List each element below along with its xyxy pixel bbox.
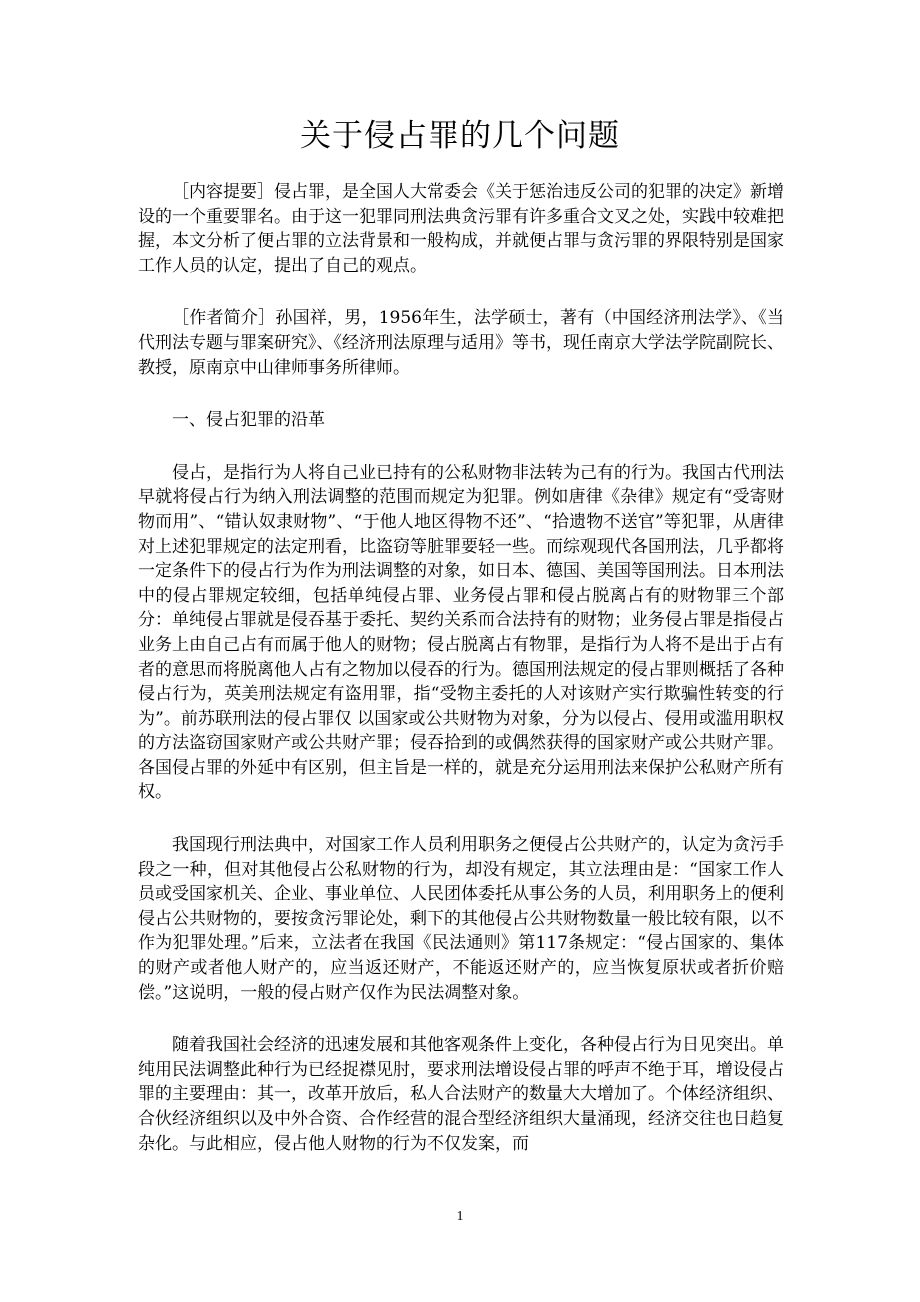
body-paragraph: 侵占，是指行为人将自己业已持有的公私财物非法转为己有的行为。我国古代刑法早就将侵占行为纳入刑法调整的范围而规定为犯罪。例如唐律《杂律》规定有“受寄财物而用”、“错认奴隶财物”、“于他人地区得物不还”、“拾遗物不送官”等犯罪，从唐律对上述犯罪规定的法定刑看，比盗窃等脏罪要轻一些。而综观现代各国刑法，几乎都将一定条件下的侵占行为作为刑法调整的对象，如日本、德国、美国等国刑法。日本刑法中的侵占罪规定较细，包括单纯侵占罪、业务侵占罪和侵占脱离占有的财物罪三个部分：单纯侵占罪就是侵吞基于委托、契约关系而合法持有的财物；业务侵占罪是指侵占业务上由自己占有而属于他人的财物；侵占脱离占有物罪，是指行为人将不是出于占有者的意思而将脱离他人占有之物加以侵吞的行为。德国刑法规定的侵占罪则概括了各种侵占行为，英美刑法规定有盗用罪，指“受物主委托的人对该财产实行欺骗性转变的行为”。前苏联刑法的侵占罪仅 以国家或公共财物为对象，分为以侵占、侵用或滥用职权的方法盗窃国家财产或公共财产罪；侵吞拾到的或偶然获得的国家财产或公共财产罪。各国侵占罪的外延中有区别，但主旨是一样的，就是充分运用刑法来保护公私财产所有权。 [138,462,784,803]
page-number: 1 [456,1209,464,1224]
abstract-paragraph: ［内容提要］侵占罪，是全国人大常委会《关于惩治违反公司的犯罪的决定》新增设的一个重要罪名。由于这一犯罪同刑法典贪污罪有许多重合文叉之处，实践中较难把握，本文分析了便占罪的立法背景和一般构成，并就便占罪与贪污罪的界限特别是国家工作人员的认定，提出了自己的观点。 [138,182,784,276]
body-paragraph: 我国现行刑法典中，对国家工作人员利用职务之便侵占公共财产的，认定为贪污手段之一种，但对其他侵占公私财物的行为，却没有规定，其立法理由是：“国家工作人员或受国家机关、企业、事业单位、人民团体委托从事公务的人员，利用职务上的便利侵占公共财物的，要按贪污罪论处，剩下的其他侵占公共财物数量一般比较有限，以不作为犯罪处理。”后来，立法者在我国《民法通则》第117条规定：“侵占国家的、集体的财产或者他人财产的，应当返还财产，不能返还财产的，应当恢复原状或者折价赔偿。”这说明，一般的侵占财产仅作为民法凋整对象。 [138,835,784,1003]
document-title: 关于侵占罪的几个问题 [300,118,620,154]
section-heading: 一、侵占犯罪的沿革 [172,410,325,431]
document-body [138,180,784,1184]
body-paragraph: 随着我国社会经济的迅速发展和其他客观条件上变化，各种侵占行为日见突出。单纯用民法调整此种行为已经捉襟见肘，要求刑法增设侵占罪的呼声不绝于耳，增设侵占罪的主要理由：其一，改革开放后，私人合法财产的数量大大增加了。个体经济组织、 合伙经济组织以及中外合资、合作经营的混合型经济组织大量涌现，经济交往也日趋复杂化。与此相应，侵占他人财物的行为不仅发案，而 [138,1035,784,1154]
author-bio-paragraph: ［作者简介］孙国祥，男，1956年生，法学硕士，著有（中国经济刑法学》、《当代刑法专题与罪案研究》、《经济刑法原理与适用》等书，现任南京大学法学院副院长、教授，原南京中山律师事务所律师。 [138,308,784,378]
